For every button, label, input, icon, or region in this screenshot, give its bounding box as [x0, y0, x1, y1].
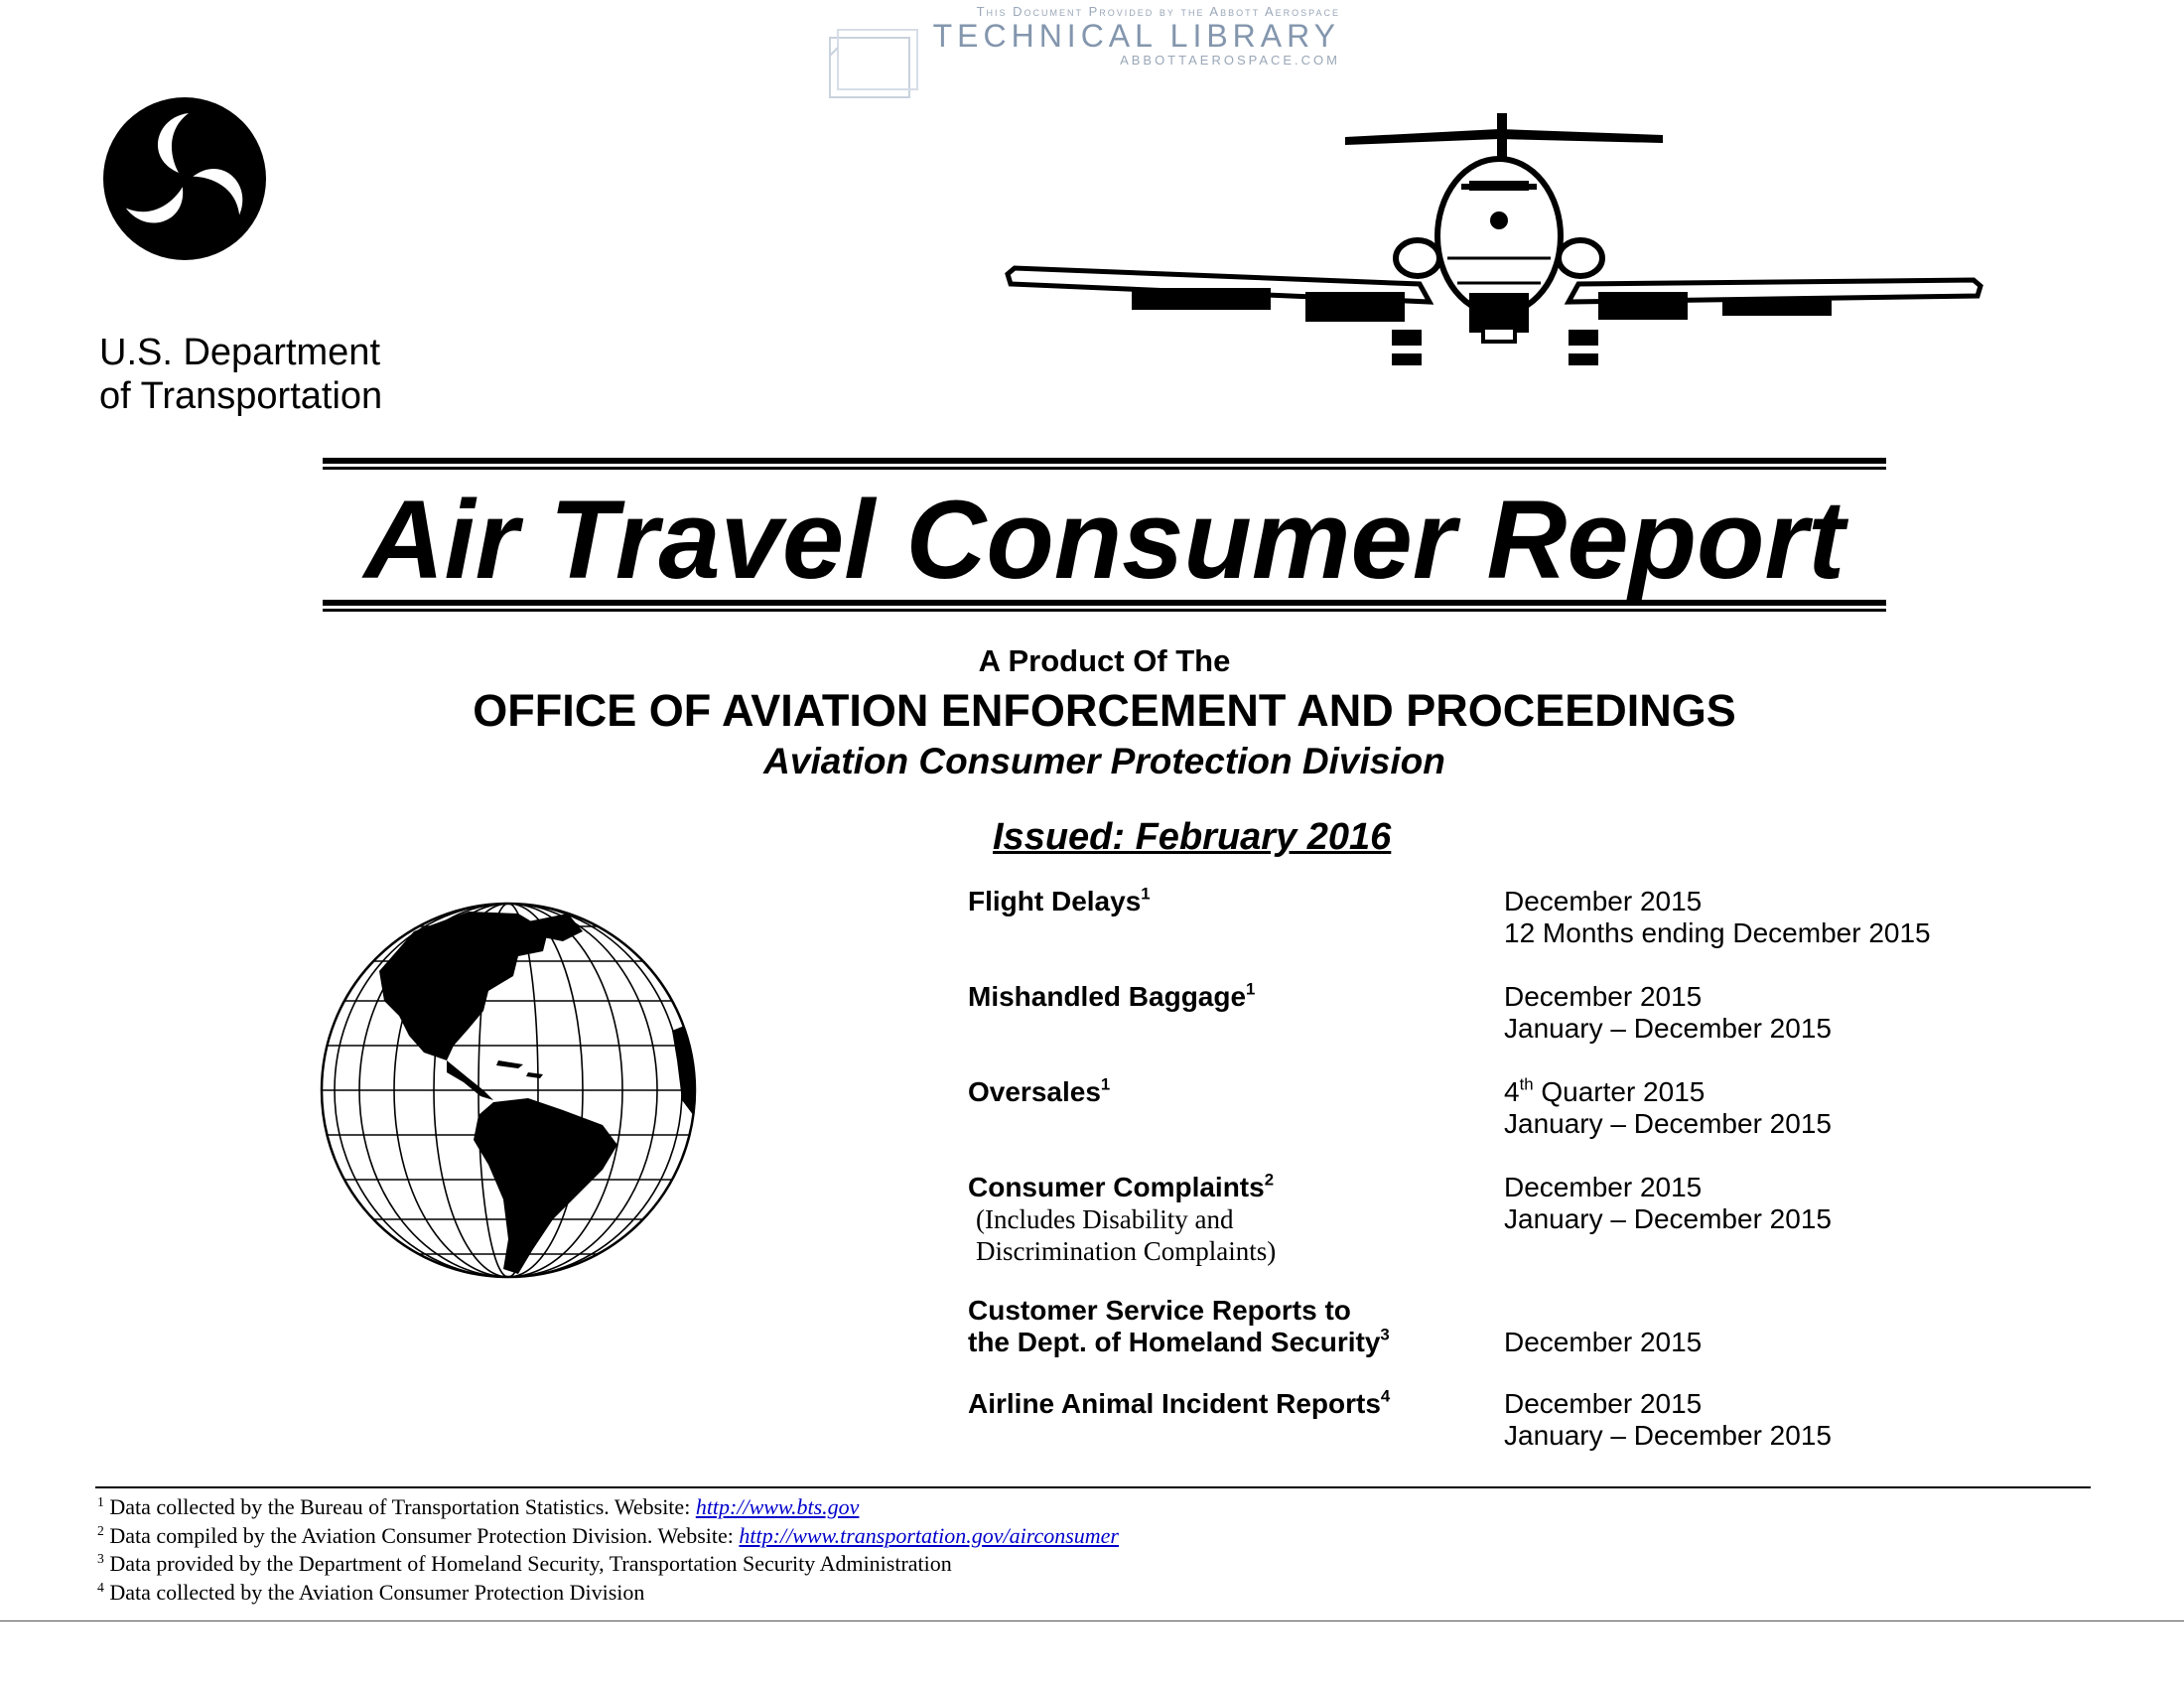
period-line: January – December 2015: [1504, 1420, 1832, 1451]
item-label-line-2: [968, 1327, 1390, 1358]
periods-consumer-complaints: [1504, 1172, 1832, 1235]
abbott-technical-library-watermark: [814, 4, 1340, 75]
period-line: 12 Months ending December 2015: [1504, 917, 1931, 948]
footnote-4: [97, 1579, 1119, 1608]
footnote-text: Data compiled by the Aviation Consumer Protection Division. Website:: [109, 1522, 740, 1548]
footnote-ref: 1: [1100, 1074, 1111, 1094]
period-line: December 2015: [1504, 981, 1703, 1012]
footnote-ref: 4: [1380, 1386, 1391, 1406]
periods-animal-incident-reports: [1504, 1388, 1832, 1452]
footnote-number: 4: [97, 1579, 104, 1595]
period-line: December 2015: [1504, 1388, 1703, 1419]
title-top-rule-thick: [323, 458, 1886, 464]
footnote-number: 2: [97, 1522, 104, 1538]
quarter-text: Quarter 2015: [1533, 1076, 1706, 1107]
period-line: December 2015: [1504, 1327, 1703, 1357]
office-name: OFFICE OF AVIATION ENFORCEMENT AND PROCEEDINGS: [473, 685, 1736, 736]
watermark-line-2: TECHNICAL LIBRARY: [932, 18, 1340, 54]
footnote-ref: 1: [1246, 979, 1256, 999]
watermark-line-3: ABBOTTAEROSPACE.COM: [1120, 53, 1340, 68]
footnote-separator: [95, 1486, 2091, 1488]
item-label-text: Mishandled Baggage: [968, 981, 1247, 1012]
quarter-number: 4: [1504, 1076, 1520, 1107]
footnote-text: Data collected by the Bureau of Transportation Statistics. Website:: [109, 1494, 696, 1519]
quarter-ordinal: th: [1519, 1074, 1534, 1094]
agency-name-line-2: of Transportation: [99, 375, 383, 417]
airplane-illustration-icon: [1003, 109, 1985, 377]
footnote-number: 3: [97, 1550, 104, 1566]
period-line: January – December 2015: [1504, 1203, 1832, 1234]
period-line: [1504, 1076, 1832, 1108]
product-of-line: A Product Of The: [978, 643, 1231, 678]
period-line: January – December 2015: [1504, 1013, 1832, 1044]
item-animal-incident-reports: [968, 1388, 1390, 1420]
periods-mishandled-baggage: [1504, 981, 1832, 1045]
footnote-3: [97, 1550, 1119, 1579]
globe-americas-icon: [316, 892, 701, 1289]
item-label-text: Flight Delays: [968, 886, 1142, 916]
footnote-text: Data collected by the Aviation Consumer Protection Division: [109, 1579, 645, 1605]
page-bottom-edge: [0, 1620, 2184, 1621]
period-line: January – December 2015: [1504, 1108, 1832, 1139]
footnote-2: [97, 1522, 1119, 1551]
period-line: December 2015: [1504, 1172, 1703, 1202]
item-label-text: Airline Animal Incident Reports: [968, 1388, 1381, 1419]
footnote-ref: 2: [1264, 1170, 1275, 1190]
report-title: Air Travel Consumer Report: [363, 478, 1845, 602]
item-note-line-1: (Includes Disability and: [976, 1204, 1234, 1234]
agency-name-line-1: U.S. Department: [99, 332, 380, 373]
item-customer-service-reports: [968, 1295, 1390, 1358]
bts-website-link[interactable]: http://www.bts.gov: [695, 1494, 860, 1519]
item-note-line-2: Discrimination Complaints): [976, 1236, 1277, 1266]
footnote-number: 1: [97, 1493, 104, 1509]
period-line: December 2015: [1504, 886, 1703, 916]
periods-customer-service-reports: [1504, 1327, 1702, 1358]
item-label-text: Oversales: [968, 1076, 1101, 1107]
item-flight-delays: [968, 886, 1151, 917]
division-name: Aviation Consumer Protection Division: [763, 741, 1445, 781]
footnote-text: Data provided by the Department of Homeland Security, Transportation Security Administration: [109, 1551, 952, 1576]
footnote-1: [97, 1493, 1119, 1522]
airconsumer-website-link[interactable]: http://www.transportation.gov/airconsumer: [739, 1522, 1119, 1548]
item-label-text: the Dept. of Homeland Security: [968, 1327, 1381, 1357]
item-label-text: Consumer Complaints: [968, 1172, 1265, 1202]
periods-oversales: [1504, 1076, 1832, 1140]
issue-date: Issued: February 2016: [993, 816, 1392, 858]
footnote-ref: 3: [1380, 1325, 1390, 1344]
footnotes: [97, 1493, 1119, 1607]
title-top-rule-thin: [323, 467, 1886, 470]
watermark-line-1: This Document Provided by the Abbott Aerospace: [976, 4, 1340, 19]
item-mishandled-baggage: [968, 981, 1255, 1013]
periods-flight-delays: [1504, 886, 1931, 949]
item-consumer-complaints: [968, 1172, 1276, 1267]
title-bottom-rule-thin: [323, 609, 1886, 612]
dot-triskelion-logo-icon: [99, 97, 270, 260]
item-label-line-1: Customer Service Reports to: [968, 1295, 1351, 1326]
item-oversales: [968, 1076, 1110, 1108]
footnote-ref: 1: [1141, 884, 1151, 904]
